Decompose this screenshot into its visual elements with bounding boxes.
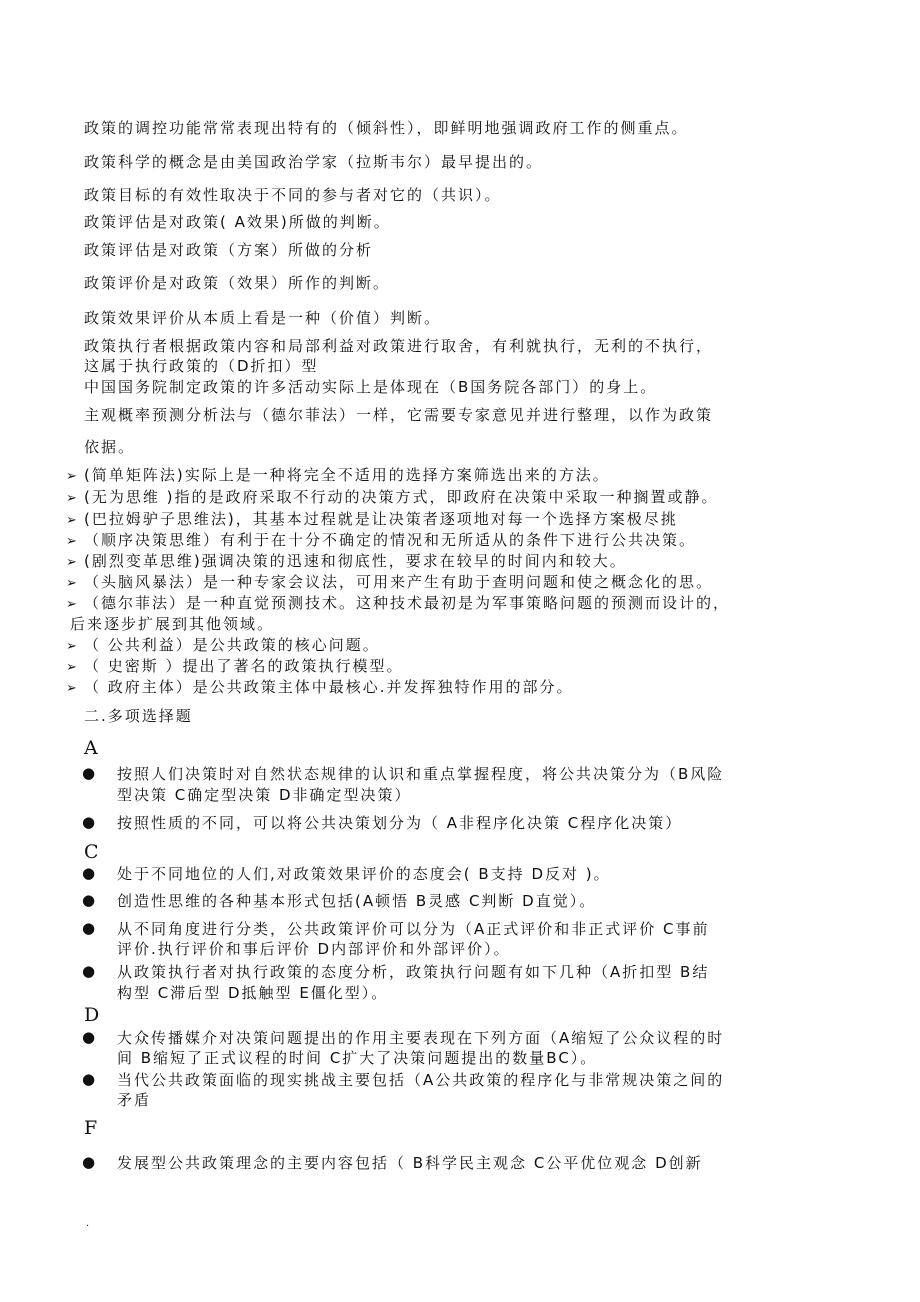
arrow-list-item xyxy=(66,551,627,573)
arrow-item-continuation: 后来逐步扩展到其他领域。 xyxy=(70,615,275,633)
arrow-bullet-icon: ➢ xyxy=(66,534,77,549)
bullet-text: 间 B缩短了正式议程的时间 C扩大了决策问题提出的数量BC）。 xyxy=(117,1049,598,1067)
section-heading: 二.多项选择题 xyxy=(84,707,193,725)
bullet-text: 型决策 C确定型决策 D非确定型决策） xyxy=(117,786,412,804)
paragraph: 政策执行者根据政策内容和局部利益对政策进行取舍，有利就执行，无利的不执行， xyxy=(84,337,714,355)
arrow-bullet-icon: ➢ xyxy=(66,681,77,696)
arrow-list-item xyxy=(66,656,404,678)
arrow-list-item xyxy=(66,509,678,531)
paragraph: 政策的调控功能常常表现出特有的（倾斜性），即鲜明地强调政府工作的侧重点。 xyxy=(84,119,689,137)
arrow-list-item xyxy=(66,593,730,615)
arrow-bullet-icon: ➢ xyxy=(66,555,77,570)
letter-heading: C xyxy=(84,841,99,863)
arrow-list-item xyxy=(66,530,696,552)
paragraph: 政策目标的有效性取决于不同的参与者对它的（共识）。 xyxy=(84,186,502,204)
paragraph: 政策评估是对政策（方案）所做的分析 xyxy=(84,241,374,259)
bullet-icon: ● xyxy=(82,962,96,980)
arrow-bullet-icon: ➢ xyxy=(66,639,77,654)
letter-heading: F xyxy=(84,1117,98,1139)
paragraph: 这属于执行政策的（D折扣）型 xyxy=(84,357,319,375)
arrow-item-text: (无为思维 )指的是政府采取不行动的决策方式，即政府在决策中采取一种搁置或静。 xyxy=(84,488,719,506)
arrow-list-item xyxy=(66,465,610,487)
bullet-icon: ● xyxy=(82,1028,96,1046)
paragraph: 政策评估是对政策( A效果)所做的判断。 xyxy=(84,213,391,231)
paragraph: 政策科学的概念是由美国政治学家（拉斯韦尔）最早提出的。 xyxy=(84,153,544,171)
arrow-item-text: （顺序决策思维）有利于在十分不确定的情况和无所适从的条件下进行公共决策。 xyxy=(84,531,697,549)
bullet-text: 当代公共政策面临的现实挑战主要包括（A公共政策的程序化与非常规决策之间的 xyxy=(117,1071,725,1089)
arrow-list-item xyxy=(66,635,380,657)
arrow-bullet-icon: ➢ xyxy=(66,491,77,506)
paragraph: 依据。 xyxy=(84,438,136,456)
bullet-text: 按照人们决策时对自然状态规律的认识和重点掌握程度，将公共决策分为（B风险 xyxy=(117,765,725,783)
footer-dot: . xyxy=(86,1218,90,1229)
bullet-text: 按照性质的不同，可以将公共决策划分为（ A非程序化决策 C程序化决策） xyxy=(117,814,683,832)
arrow-item-text: （头脑风暴法）是一种专家会议法，可用来产生有助于查明问题和使之概念化的思。 xyxy=(84,573,714,591)
arrow-item-text: (剧烈变革思维)强调决策的迅速和彻底性，要求在较早的时间内和较大。 xyxy=(84,552,627,570)
bullet-text: 构型 C滞后型 D抵触型 E僵化型）。 xyxy=(117,984,389,1002)
arrow-item-text: （ 政府主体）是公共政策主体中最核心.并发挥独特作用的部分。 xyxy=(84,678,574,696)
arrow-bullet-icon: ➢ xyxy=(66,576,77,591)
arrow-item-text: （德尔菲法）是一种直觉预测技术。这种技术最初是为军事策略问题的预测而设计的， xyxy=(84,594,731,612)
arrow-item-text: （ 公共利益）是公共政策的核心问题。 xyxy=(84,636,380,654)
arrow-bullet-icon: ➢ xyxy=(66,513,77,528)
paragraph: 政策评价是对政策（效果）所作的判断。 xyxy=(84,274,391,292)
bullet-text: 评价.执行评价和事后评价 D内部评价和外部评价）。 xyxy=(117,940,511,958)
bullet-text: 从不同角度进行分类，公共政策评价可以分为（A正式评价和非正式评价 C事前 xyxy=(117,920,710,938)
arrow-bullet-icon: ➢ xyxy=(66,597,77,612)
arrow-item-text: （ 史密斯 ）提出了著名的政策执行模型。 xyxy=(84,657,404,675)
paragraph: 政策效果评价从本质上看是一种（价值）判断。 xyxy=(84,309,442,327)
paragraph: 主观概率预测分析法与（德尔菲法）一样，它需要专家意见并进行整理，以作为政策 xyxy=(84,406,714,424)
arrow-list-item xyxy=(66,572,713,594)
bullet-text: 大众传播媒介对决策问题提出的作用主要表现在下列方面（A缩短了公众议程的时 xyxy=(117,1029,725,1047)
letter-heading: D xyxy=(84,1004,100,1026)
bullet-text: 处于不同地位的人们,对政策效果评价的态度会( B支持 D反对 )。 xyxy=(117,865,611,883)
arrow-bullet-icon: ➢ xyxy=(66,660,77,675)
paragraph: 中国国务院制定政策的许多活动实际上是体现在（B国务院各部门）的身上。 xyxy=(84,378,658,396)
bullet-icon: ● xyxy=(82,813,96,831)
arrow-list-item xyxy=(66,487,718,509)
bullet-text: 创造性思维的各种基本形式包括(A顿悟 B灵感 C判断 D直觉）。 xyxy=(117,892,597,910)
arrow-list-item xyxy=(66,677,574,699)
bullet-text: 发展型公共政策理念的主要内容包括（ B科学民主观念 C公平优位观念 D创新 xyxy=(117,1154,703,1172)
bullet-icon: ● xyxy=(82,764,96,782)
bullet-text: 矛盾 xyxy=(117,1091,152,1109)
bullet-text: 从政策执行者对执行政策的态度分析，政策执行问题有如下几种（A折扣型 B结 xyxy=(117,963,710,981)
arrow-item-text: (简单矩阵法)实际上是一种将完全不适用的选择方案筛选出来的方法。 xyxy=(84,466,610,484)
bullet-icon: ● xyxy=(82,864,96,882)
arrow-bullet-icon: ➢ xyxy=(66,469,77,484)
bullet-icon: ● xyxy=(82,1070,96,1088)
bullet-icon: ● xyxy=(82,919,96,937)
arrow-item-text: (巴拉姆驴子思维法)，其基本过程就是让决策者逐项地对每一个选择方案极尽挑 xyxy=(84,510,678,528)
letter-heading: A xyxy=(84,737,98,759)
bullet-icon: ● xyxy=(82,1153,96,1171)
bullet-icon: ● xyxy=(82,891,96,909)
